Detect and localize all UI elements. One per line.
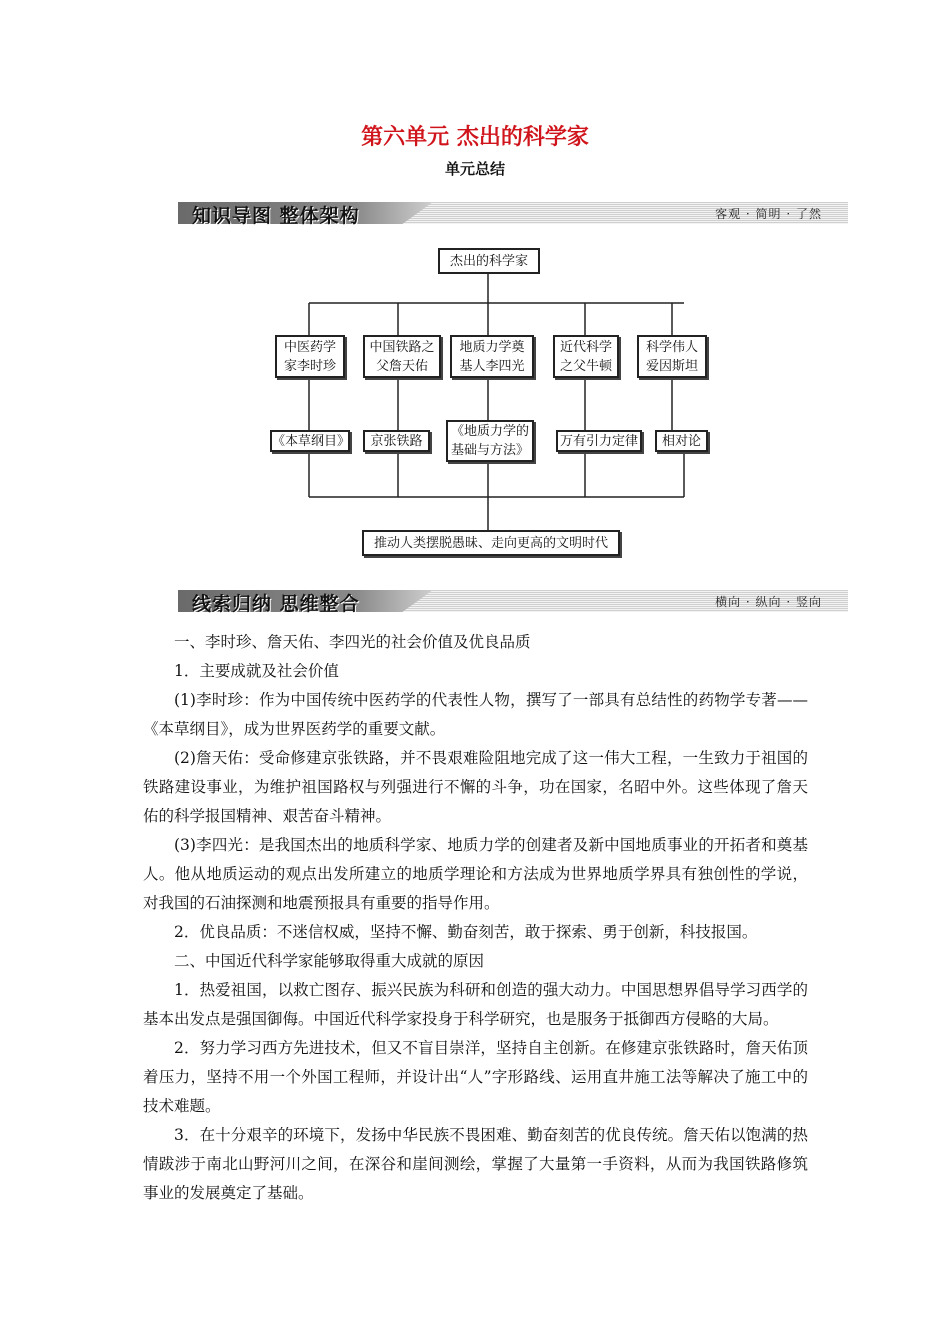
paragraph: 2．优良品质：不迷信权威，坚持不懈、勤奋刻苦，敢于探索、勇于创新，科技报国。 — [174, 923, 758, 941]
branch-li-shizhen — [275, 335, 345, 378]
heading-2: 二、中国近代科学家能够取得重大成就的原因 — [174, 952, 485, 970]
section-banner-clue-summary — [178, 590, 848, 615]
work-jingzhang-railway — [363, 430, 430, 452]
section-tagline: 横向 · 纵向 · 竖向 — [715, 595, 822, 609]
page-subtitle: 单元总结 — [444, 160, 505, 178]
work-label: 相对论 — [661, 433, 701, 449]
work-relativity — [655, 430, 708, 452]
branch-label: 地质力学奠 基人李四光 — [459, 339, 525, 374]
branch-einstein — [637, 335, 707, 378]
work-geomechanics — [446, 420, 534, 462]
diagram-conclusion: 推动人类摆脱愚昧、走向更高的文明时代 — [362, 530, 620, 556]
heading-1: 一、李时珍、詹天佑、李四光的社会价值及优良品质 — [174, 633, 531, 651]
work-label: 万有引力定律 — [559, 433, 638, 449]
branch-label: 科学伟人 爱因斯坦 — [645, 339, 698, 374]
section-heading: 线索归纳 思维整合 — [192, 593, 360, 615]
paragraph: (2)詹天佑：受命修建京张铁路，并不畏艰难险阻地完成了这一伟大工程，一生致力于祖国的铁路建设事业，为维护祖国路权与列强进行不懈的斗争，功在国家，名昭中外。这些体现了詹天佑的科学报国精神、艰苦奋斗精神。 — [143, 749, 808, 825]
branch-label: 近代科学 之父牛顿 — [559, 339, 612, 374]
branch-label: 中医药学 家李时珍 — [283, 339, 336, 374]
branch-label: 中国铁路之 父詹天佑 — [369, 339, 435, 374]
work-label: 《地质力学的 基础与方法》 — [450, 424, 529, 458]
work-label: 《本草纲目》 — [272, 433, 351, 449]
branch-newton — [553, 335, 619, 378]
work-label: 京张铁路 — [370, 433, 423, 449]
body-text — [143, 628, 808, 1208]
branch-zhan-tianyou — [363, 335, 441, 378]
diagram-root: 杰出的科学家 — [438, 248, 540, 274]
paragraph: 2．努力学习西方先进技术，但又不盲目崇洋，坚持自主创新。在修建京张铁路时，詹天佑顶着压力，坚持不用一个外国工程师，并设计出“人”字形路线、运用直井施工法等解决了施工中的技术难题。 — [143, 1039, 808, 1115]
paragraph: 3．在十分艰辛的环境下，发扬中华民族不畏困难、勤奋刻苦的优良传统。詹天佑以饱满的热情跋涉于南北山野河川之间，在深谷和崖间测绘，掌握了大量第一手资料，从而为我国铁路修筑事业的发展奠定了基础。 — [143, 1126, 808, 1202]
paragraph: (3)李四光：是我国杰出的地质科学家、地质力学的创建者及新中国地质事业的开拓者和奠基人。他从地质运动的观点出发所建立的地质学理论和方法成为世界地质学界具有独创性的学说，对我国的石油探测和地震预报具有重要的指导作用。 — [143, 836, 808, 912]
diagram-connectors — [0, 0, 950, 600]
section-tagline: 客观 · 简明 · 了然 — [715, 207, 822, 221]
section-banner-knowledge-map — [178, 202, 848, 227]
paragraph: (1)李时珍：作为中国传统中医药学的代表性人物，撰写了一部具有总结性的药物学专著——《本草纲目》，成为世界医药学的重要文献。 — [143, 691, 808, 738]
paragraph: 1．热爱祖国，以救亡图存、振兴民族为科研和创造的强大动力。中国思想界倡导学习西学的基本出发点是强国御侮。中国近代科学家投身于科学研究，也是服务于抵御西方侵略的大局。 — [143, 981, 808, 1028]
work-bencao-gangmu — [270, 430, 350, 452]
section-heading: 知识导图 整体架构 — [192, 205, 360, 227]
branch-li-siguang — [450, 335, 534, 378]
page-title: 第六单元 杰出的科学家 — [361, 125, 589, 150]
work-gravitation — [556, 430, 642, 452]
subheading-1-1: 1．主要成就及社会价值 — [174, 662, 339, 680]
